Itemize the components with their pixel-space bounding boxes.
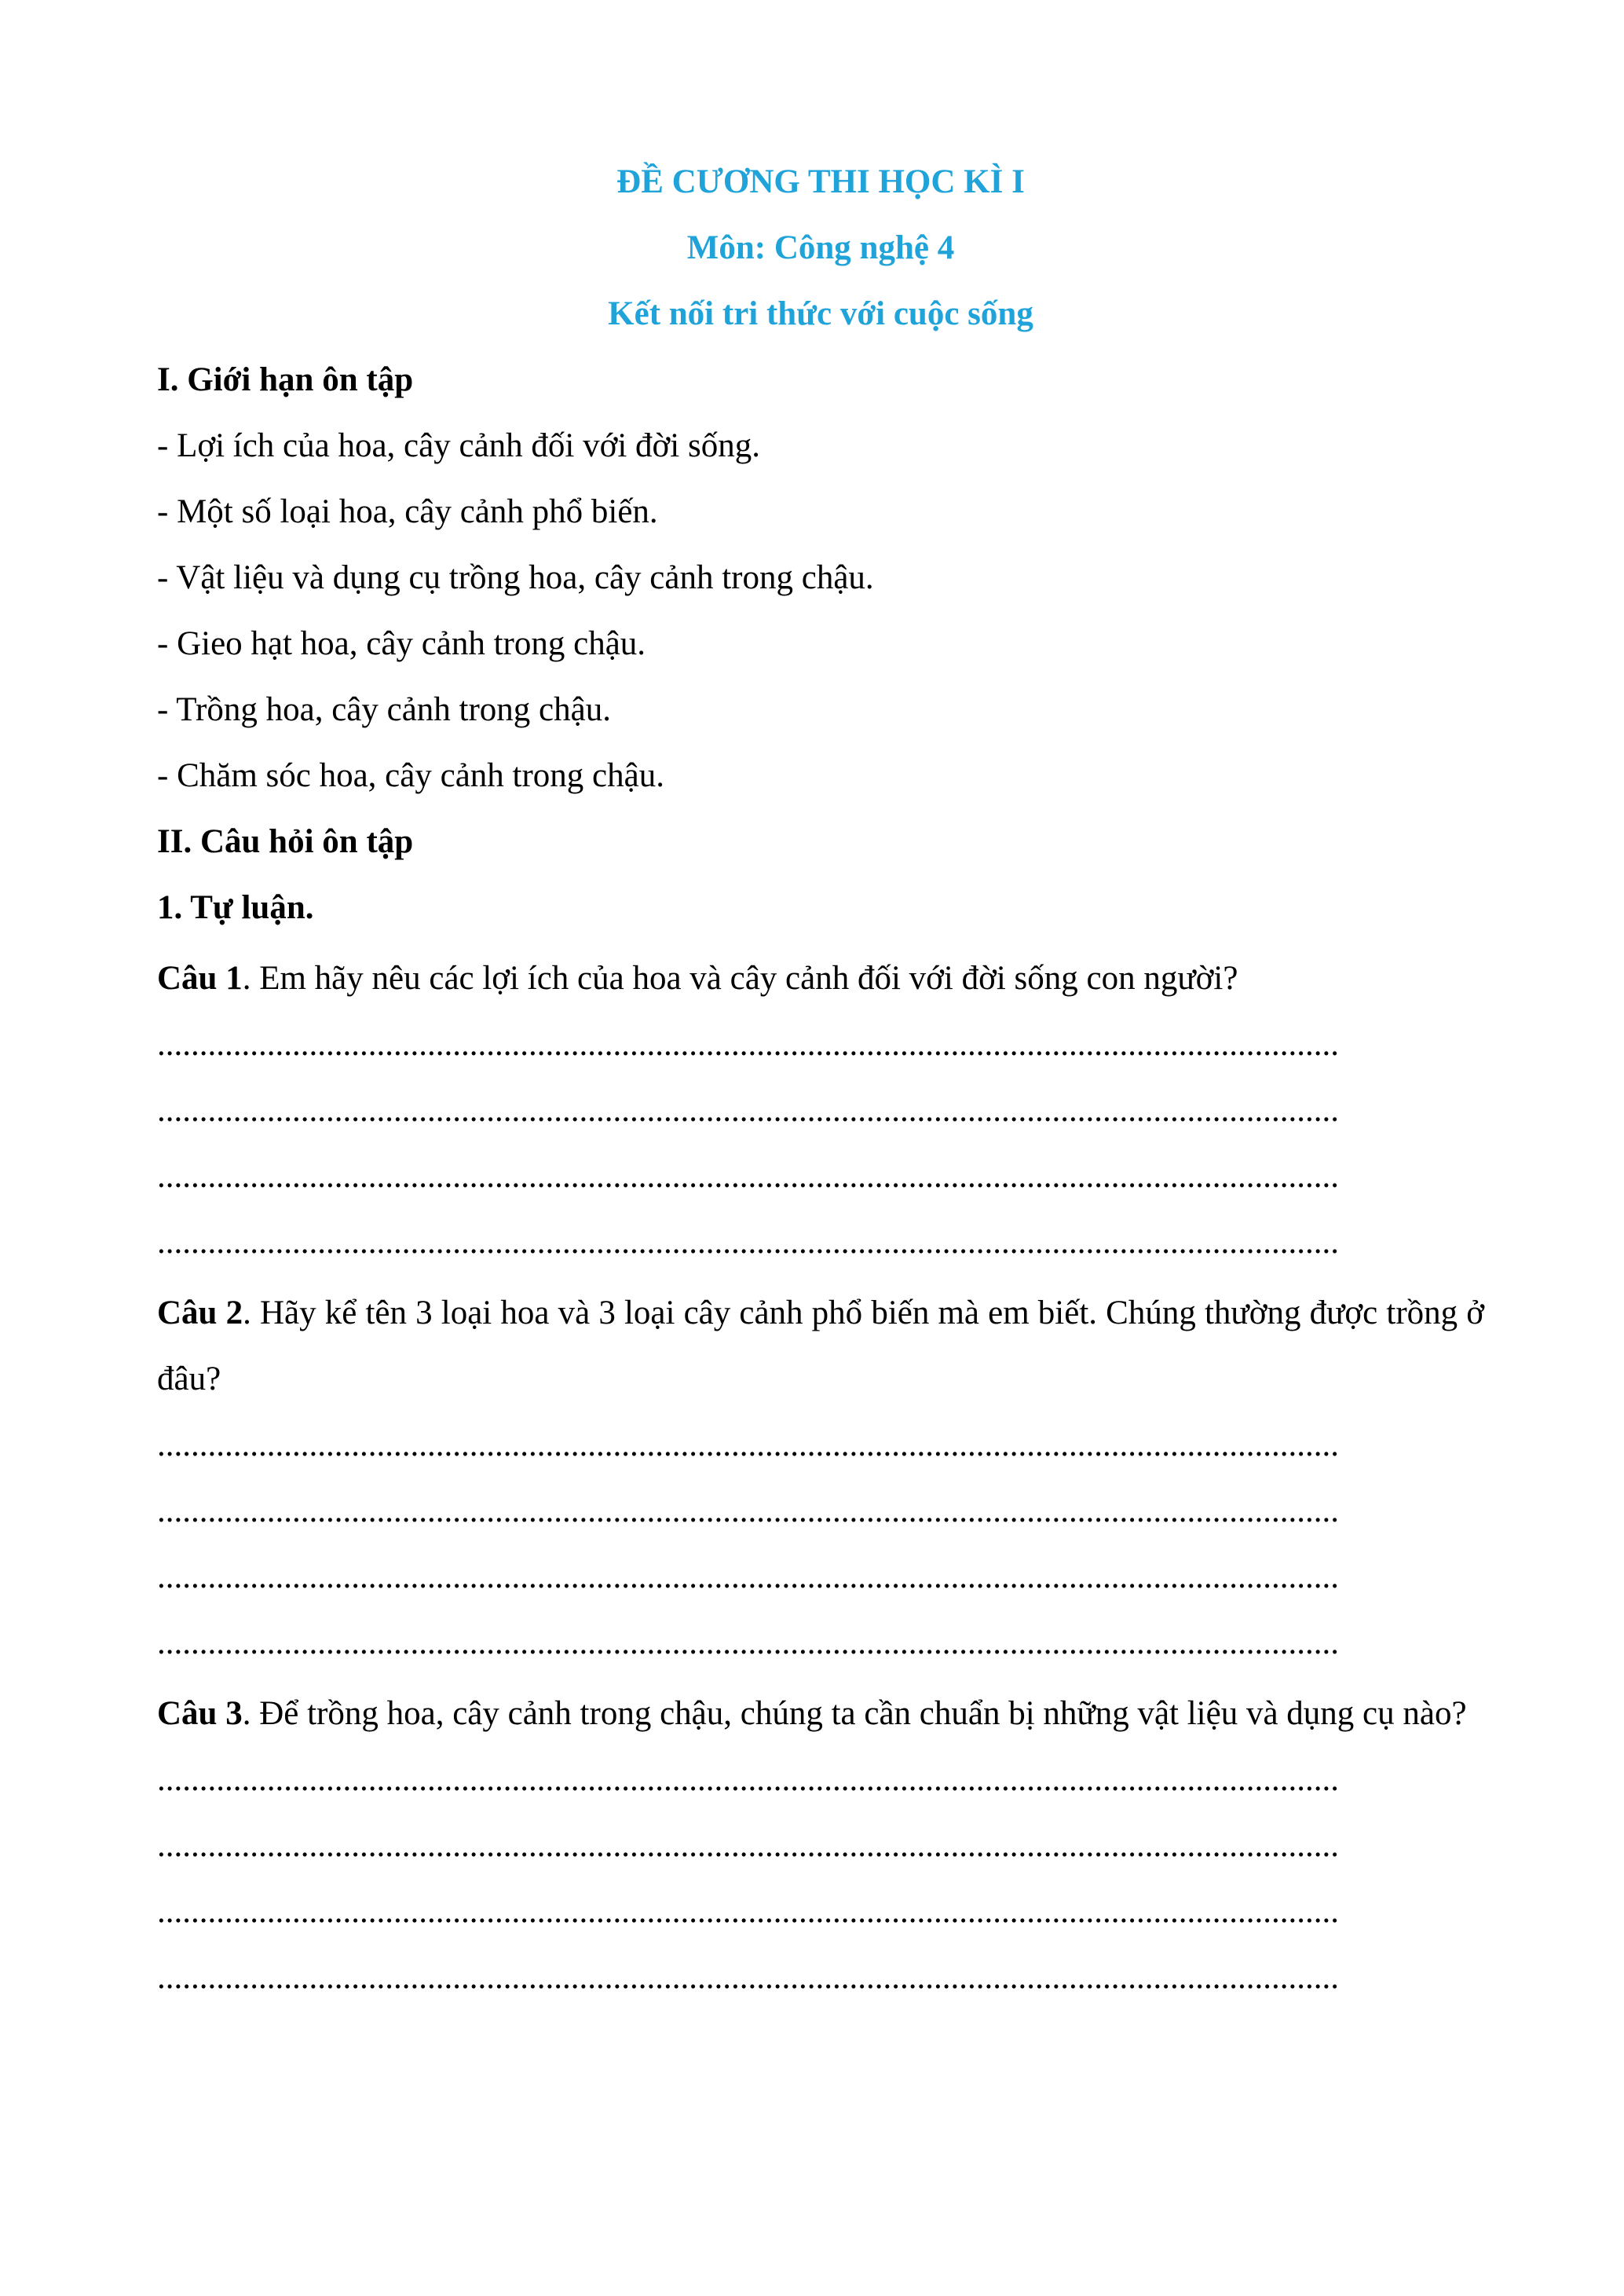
question-text: . Em hãy nêu các lợi ích của hoa và cây cảnh đối với đời sống con người? xyxy=(242,960,1238,997)
answer-line[interactable]: ............................................................................................................................................ xyxy=(157,1092,1339,1129)
question-label: Câu 3 xyxy=(157,1695,243,1732)
answer-line[interactable]: ............................................................................................................................................ xyxy=(157,1026,1339,1063)
section-heading-review-questions: II. Câu hỏi ôn tập xyxy=(157,823,414,860)
document-series: Kết nối tri thức với cuộc sống xyxy=(608,295,1033,332)
answer-line[interactable]: ............................................................................................................................................ xyxy=(157,1492,1339,1529)
document-page xyxy=(157,149,1484,2011)
review-scope-item: - Lợi ích của hoa, cây cảnh đối với đời sống. xyxy=(157,427,760,464)
question-text: . Để trồng hoa, cây cảnh trong chậu, chúng ta cần chuẩn bị những vật liệu và dụng cụ nào? xyxy=(242,1695,1467,1732)
answer-line[interactable]: ............................................................................................................................................ xyxy=(157,1893,1339,1930)
answer-line[interactable]: ............................................................................................................................................ xyxy=(157,1224,1339,1261)
question-text: . Hãy kể tên 3 loại hoa và 3 loại cây cảnh phổ biến mà em biết. Chúng thường được trồng ở đâu? xyxy=(157,1294,1485,1397)
review-scope-item: - Trồng hoa, cây cảnh trong chậu. xyxy=(157,691,611,728)
review-scope-item: - Một số loại hoa, cây cảnh phổ biến. xyxy=(157,493,658,530)
review-scope-item: - Vật liệu và dụng cụ trồng hoa, cây cảnh trong chậu. xyxy=(157,559,874,596)
question-label: Câu 1 xyxy=(157,960,243,997)
answer-line[interactable]: ............................................................................................................................................ xyxy=(157,1761,1339,1798)
answer-line[interactable]: ............................................................................................................................................ xyxy=(157,1158,1339,1195)
answer-line[interactable]: ............................................................................................................................................ xyxy=(157,1624,1339,1661)
review-scope-item: - Gieo hạt hoa, cây cảnh trong chậu. xyxy=(157,625,646,662)
question-1 xyxy=(157,941,1484,1012)
question-2 xyxy=(157,1276,1484,1412)
answer-line[interactable]: ............................................................................................................................................ xyxy=(157,1426,1339,1463)
document-title: ĐỀ CƯƠNG THI HỌC KÌ I xyxy=(616,163,1025,200)
review-scope-item: - Chăm sóc hoa, cây cảnh trong chậu. xyxy=(157,757,664,794)
section-heading-review-scope: I. Giới hạn ôn tập xyxy=(157,361,414,398)
question-3 xyxy=(157,1676,1484,1747)
answer-line[interactable]: ............................................................................................................................................ xyxy=(157,1959,1339,1996)
subsection-heading-essay: 1. Tự luận. xyxy=(157,889,314,926)
answer-line[interactable]: ............................................................................................................................................ xyxy=(157,1558,1339,1595)
answer-line[interactable]: ............................................................................................................................................ xyxy=(157,1827,1339,1864)
document-subject: Môn: Công nghệ 4 xyxy=(686,229,955,266)
question-label: Câu 2 xyxy=(157,1294,243,1331)
